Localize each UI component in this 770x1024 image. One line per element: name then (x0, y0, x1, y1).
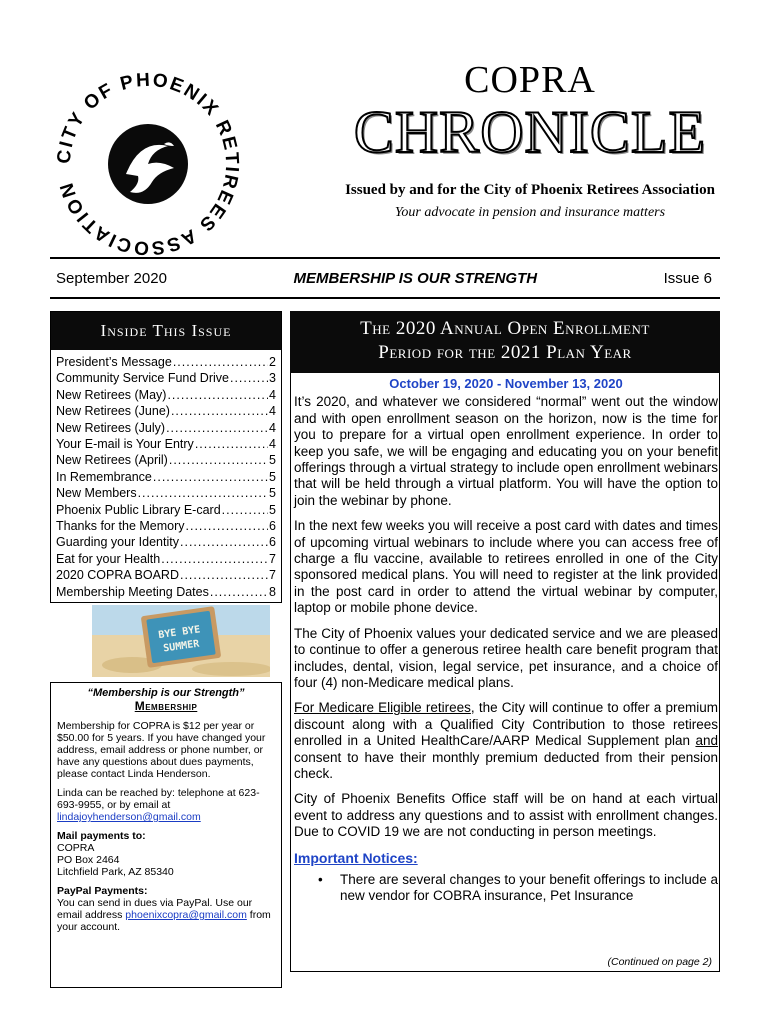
toc-item (56, 551, 276, 567)
toc-item (56, 436, 276, 452)
article-paragraph-3: The City of Phoenix values your dedicated service and we are pleased to continue to offer a generous retiree health care benefit program that includes, dental, vision, legal service, pet insurance, and a choice of four (4) non-Medicare medical plans. (294, 625, 718, 690)
bullet-icon: • (318, 871, 323, 887)
sign-line-1: BYE BYE (157, 624, 202, 642)
article-headline (290, 311, 720, 373)
toc-item-page: 8 (269, 584, 276, 599)
toc-leader-dots (161, 551, 268, 567)
mail-payments-label: Mail payments to: (57, 830, 146, 842)
article-paragraph-2: In the next few weeks you will receive a post card with dates and times of upcoming virtual webinars to include where you can access free of charge a flu vaccine, available to retirees enrolled in one of the City sponsored medical plans. You will need to register at the link provided in the post card in order to attend the virtual webinar by computer, laptop or mobile phone device. (294, 518, 718, 616)
toc-item-title: Phoenix Public Library E-card (56, 502, 221, 517)
mail-line-3: Litchfield Park, AZ 85340 (57, 866, 174, 878)
issue-theme: MEMBERSHIP IS OUR STRENGTH (293, 269, 538, 287)
headline-line-2: Period for the 2021 Plan Year (378, 342, 632, 363)
mail-line-2: PO Box 2464 (57, 854, 120, 866)
toc-leader-dots (153, 469, 268, 485)
paragraph-4-and: and (695, 733, 718, 749)
masthead-subtagline: Your advocate in pension and insurance matters (394, 205, 666, 220)
logo-ring-text: CITY OF PHOENIX RETIREES ASSOCIATION (53, 69, 243, 259)
toc-item-title: New Retirees (May) (56, 387, 167, 402)
toc-leader-dots (180, 567, 268, 583)
membership-heading: Membership (134, 699, 198, 713)
bye-bye-summer-picture (92, 605, 270, 677)
toc-leader-dots (230, 370, 268, 386)
toc-item-title: Your E-mail is Your Entry (56, 437, 194, 452)
toc-leader-dots (171, 403, 268, 419)
toc-item (56, 354, 276, 370)
toc-item-page: 4 (269, 404, 276, 419)
toc-item-page: 2 (269, 355, 276, 369)
toc-leader-dots (195, 436, 268, 452)
toc-leader-dots (222, 502, 268, 518)
membership-box (50, 682, 282, 988)
toc-item-title: Eat for your Health (56, 551, 161, 566)
phoenix-bird-icon (48, 64, 248, 264)
toc-item-title: Membership Meeting Dates (56, 584, 209, 599)
toc-item-title: New Members (56, 486, 137, 501)
copra-logo (48, 64, 248, 264)
paypal-email-link[interactable]: phoenixcopra@gmail.com (125, 909, 247, 921)
sign-line-2: SUMMER (162, 638, 200, 655)
toc-item-page: 5 (269, 453, 276, 468)
important-notices-title: Important Notices: (294, 849, 418, 866)
toc-item (56, 403, 276, 419)
toc-item-page: 7 (269, 568, 276, 583)
inside-this-issue (50, 311, 282, 603)
toc-leader-dots (138, 485, 268, 501)
toc-item-page: 5 (269, 469, 276, 484)
issue-bar (50, 257, 720, 299)
mail-line-1: COPRA (57, 842, 95, 854)
toc-item-page: 4 (269, 420, 276, 435)
issue-date: September 2020 (56, 269, 167, 287)
toc-item (56, 584, 276, 600)
toc-item-title: New Retirees (June) (56, 404, 170, 419)
toc-item-page: 4 (269, 437, 276, 452)
toc-item-page: 6 (269, 535, 276, 550)
toc-item (56, 387, 276, 403)
article-paragraph-4 (294, 700, 718, 782)
notice-item (294, 872, 718, 905)
medicare-eligible-lead: For Medicare Eligible retirees (294, 700, 471, 716)
notice-text: There are several changes to your benefit offerings to include a new vendor for COBRA insurance, Pet Insurance (340, 871, 718, 904)
toc-item-page: 6 (269, 519, 276, 534)
toc-leader-dots (173, 354, 268, 370)
toc-item (56, 420, 276, 436)
article-paragraph-1: It’s 2020, and whatever we considered “normal” went out the window and with open enrollment season on the horizon, now is the time for you to prepare for a virtual open enrollment experience. In order to keep you safe, we will be engaging and educating you on your benefit offerings through a virtual strategy to include open enrollment webinars that will be held through a virtual platform. You will have the option to join the webinar by phone. (294, 394, 718, 508)
toc-leader-dots (169, 452, 268, 468)
paypal-payments (57, 885, 275, 933)
toc-item-title: Community Service Fund Drive (56, 371, 229, 386)
membership-contact-text: Linda can be reached by: telephone at 623-693-9955, or by email at (57, 787, 260, 811)
toc-item-page: 5 (269, 502, 276, 517)
paypal-tail: from your account. (57, 909, 271, 933)
issue-number: Issue 6 (663, 269, 712, 287)
toc-item-title: Guarding your Identity (56, 535, 179, 550)
toc-list (51, 350, 281, 600)
toc-item (56, 452, 276, 468)
beach-sign-image (92, 605, 270, 677)
membership-dues-text: Membership for COPRA is $12 per year or $50.00 for 5 years. If you have changed your address, email address or phone number, or have any questions about dues payments, please contact Linda Henderson. (57, 720, 266, 780)
paragraph-4-mid: , the City will continue to offer a premium discount along with a Qualified City Contribution to those retirees enrolled in a United HealthCare/AARP Medical Supplement plan (294, 700, 718, 749)
toc-item-title: New Retirees (July) (56, 420, 166, 435)
toc-item (56, 518, 276, 534)
membership-quote: “Membership is our Strength” (87, 687, 245, 699)
toc-item (56, 534, 276, 550)
paragraph-4-tail: consent to have their monthly premium deducted from their pension check. (294, 749, 718, 781)
toc-item-page: 4 (269, 387, 276, 402)
inside-title: Inside This Issue (51, 312, 281, 350)
toc-item-title: President’s Message (56, 355, 172, 369)
toc-leader-dots (186, 518, 269, 534)
toc-leader-dots (210, 584, 268, 600)
headline-line-1: The 2020 Annual Open Enrollment (360, 318, 650, 339)
membership-contact (57, 787, 275, 823)
toc-item-title: Thanks for the Memory (56, 519, 185, 534)
article-paragraph-5: City of Phoenix Benefits Office staff will be on hand at each virtual event to address any questions and to assist with enrollment changes. Due to COVID 19 we are not conducting in person meetings. (294, 791, 718, 840)
enrollment-dates: October 19, 2020 - November 13, 2020 (389, 376, 623, 391)
masthead-copra: COPRA (464, 59, 596, 101)
paypal-text: You can send in dues via PayPal. Use our email address (57, 897, 253, 921)
mail-payments (57, 830, 275, 878)
toc-leader-dots (180, 534, 268, 550)
paypal-label: PayPal Payments: (57, 885, 148, 897)
toc-item (56, 485, 276, 501)
toc-item-title: 2020 COPRA BOARD (56, 568, 179, 583)
continued-note: (Continued on page 2) (607, 956, 712, 968)
article-body (294, 376, 718, 905)
toc-item-title: In Remembrance (56, 469, 152, 484)
toc-item-page: 3 (269, 371, 276, 386)
toc-item (56, 502, 276, 518)
linda-email-link[interactable]: lindajoyhenderson@gmail.com (57, 811, 201, 823)
toc-item-page: 7 (269, 551, 276, 566)
masthead-tagline: Issued by and for the City of Phoenix Retirees Association (345, 182, 715, 198)
toc-item (56, 567, 276, 583)
toc-item (56, 370, 276, 386)
toc-leader-dots (166, 420, 268, 436)
masthead-chronicle: CHRONICLE (353, 99, 707, 165)
toc-item (56, 469, 276, 485)
toc-leader-dots (167, 387, 268, 403)
toc-item-page: 5 (269, 486, 276, 501)
toc-item-title: New Retirees (April) (56, 453, 168, 468)
